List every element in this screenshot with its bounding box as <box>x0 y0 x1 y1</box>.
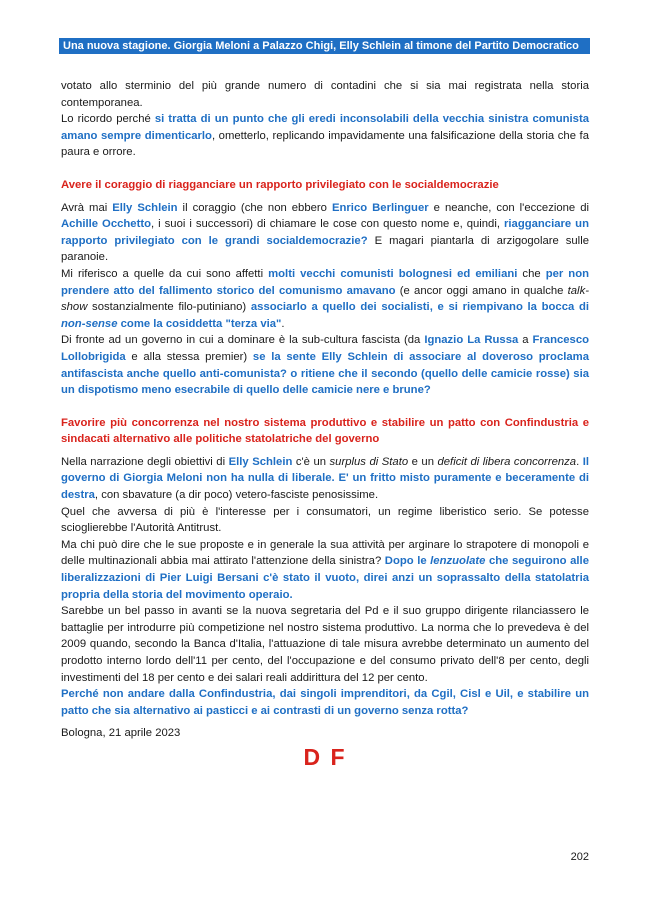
text: Mi riferisco a quelle da cui sono affetti <box>61 267 269 280</box>
paragraph-4 <box>61 266 589 332</box>
text: Ma chi può dire che le sue proposte e in generale la sua attività per arginare lo strapotere di monopoli e delle multinazionali abbia mai attirato l'attenzione della sinistra? <box>61 538 589 568</box>
highlight: Francesco Lollobrigida <box>61 334 590 363</box>
highlight: Il governo di Giorgia Meloni non ha nulla di liberale. E' un fritto misto puramente e beceramente di destra <box>61 455 590 502</box>
paragraph-10 <box>61 686 589 719</box>
text: , i suoi i successori) di chiamare le cose con questo nome e, quindi, <box>151 218 504 231</box>
paragraph-5 <box>61 332 589 398</box>
text: , con sbavature (a dir poco) vetero-fasciste penosissime. <box>94 489 379 502</box>
paragraph-3 <box>61 200 589 266</box>
text: (e ancor oggi amano in qualche <box>395 284 568 297</box>
article-body <box>61 78 589 742</box>
section-heading-concorrenza: Favorire più concorrenza nel nostro sistema produttivo e stabilire un patto con Confindustria e sindacati alternativo alle politiche statolatriche del governo <box>61 416 589 446</box>
highlight: come la cosiddetta "terza via" <box>117 317 282 330</box>
highlight: Perché non andare dalla Confindustria, dai singoli imprenditori, da Cgil, Cisl e Uil, e stabilire un patto che sia alternativo ai pasticci e ai contrasti di un governo senza rotta? <box>61 688 589 717</box>
text: Avrà mai <box>61 201 113 214</box>
highlight: Elly Schlein <box>228 455 293 468</box>
text: Quel che avversa di più è l'interesse per i consumatori, un regime liberistico serio. Se potesse scioglierebbe l'Autorità Antitrust. <box>61 505 589 535</box>
paragraph-8 <box>61 537 589 603</box>
highlight-italic: lenzuolate <box>430 555 486 568</box>
text: Sarebbe un bel passo in avanti se la nuova segretaria del Pd e il suo gruppo dirigente rilanciassero le battaglie per introdurre più competizione nel nostro sistema produttivo. La norma che lo prevedeva è del 2009 quando, secondo la Banca d'Italia, l'attuazione di tale misura avrebbe determinato un aumento del prodotto interno lordo dell'11 per cento, del l'occupazione e del consumo privato dell'8 per cento, degli investimenti del 18 per cento e dei salari reali addirittura del 12 per cento. <box>61 605 589 684</box>
highlight: che seguirono alle liberalizzazioni di Pier Luigi Bersani c'è stato il vuoto, direi anzi un soprassalto della statolatria propria della storia del movimento operaio. <box>61 555 589 601</box>
highlight: associarlo a quello dei socialisti, e si riempivano la bocca di <box>250 301 589 314</box>
text: Lo ricordo perché <box>61 113 155 126</box>
italic-text: deficit di libera concorrenza <box>437 455 577 468</box>
highlight: Achille Occhetto <box>61 218 151 231</box>
text: E magari piantarla di arzigogolare sulle paranoie. <box>61 234 589 264</box>
text: a <box>518 334 533 347</box>
highlight: Enrico Berlinguer <box>331 201 429 214</box>
running-header: Una nuova stagione. Giorgia Meloni a Palazzo Chigi, Elly Schlein al timone del Partito Democratico <box>59 38 590 54</box>
text: il coraggio (che non ebbero <box>177 201 332 214</box>
highlight: per non prendere atto del fallimento storico del comunismo amavano <box>61 267 590 297</box>
text: c'è un <box>292 455 330 468</box>
paragraph-9 <box>61 603 589 686</box>
highlight-italic: non-sense <box>61 317 118 330</box>
italic-text: surplus di Stato <box>329 455 409 468</box>
text: Di fronte ad un governo in cui a dominare è la sub-cultura fascista (da <box>61 334 425 347</box>
text: votato allo sterminio del più grande numero di contadini che si sia mai registrata nella storia contemporanea. <box>61 80 589 109</box>
text: , ometterlo, replicando impavidamente una falsificazione della storia che fa paura e orrore. <box>61 129 589 159</box>
text: che <box>517 267 546 280</box>
text: Nella narrazione degli obiettivi di <box>61 455 229 468</box>
highlight: se la sente Elly Schlein di associare al doveroso proclama antifascista anche quello anti-comunista? o ritiene che il secondo (quello delle camicie rosse) sia un dispotismo meno esecrabile di quello delle camicie nere e brune? <box>61 350 589 397</box>
paragraph-7 <box>61 504 589 537</box>
page-number: 202 <box>570 851 589 863</box>
paragraph-6 <box>61 454 589 504</box>
paragraph-2 <box>61 111 589 161</box>
highlight: riagganciare un rapporto privilegiato con le grandi socialdemocrazie? <box>61 218 589 247</box>
highlight: Ignazio La Russa <box>424 334 519 347</box>
text: sostanzialmente filo-putiniano) <box>87 301 251 314</box>
text: . <box>281 317 285 330</box>
highlight: Elly Schlein <box>112 201 178 214</box>
highlight: molti vecchi comunisti bolognesi ed emiliani <box>268 267 518 280</box>
paragraph-1 <box>61 78 589 111</box>
italic-text: talk-show <box>61 284 589 314</box>
signature: D F <box>303 744 347 770</box>
text: . <box>576 455 583 468</box>
text: e alla stessa premier) <box>125 350 253 363</box>
section-heading-socialdemocrazie: Avere il coraggio di riagganciare un rapporto privilegiato con le socialdemocrazie <box>61 178 499 191</box>
dateline: Bologna, 21 aprile 2023 <box>61 727 181 740</box>
highlight: Dopo le <box>384 555 431 568</box>
text: e neanche, con l'eccezione di <box>428 201 589 214</box>
highlight: si tratta di un punto che gli eredi inconsolabili della vecchia sinistra comunista amano sempre dimenticarlo <box>61 113 589 142</box>
text: e un <box>408 455 438 468</box>
